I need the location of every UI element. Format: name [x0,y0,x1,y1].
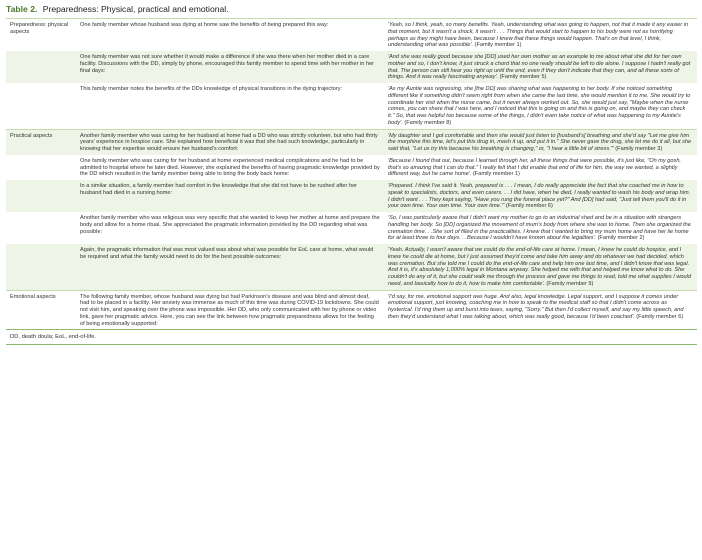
quote-reference: (Family member 9) [546,280,594,287]
aspect-cell [6,180,76,212]
quote-cell [384,19,697,52]
quote-text: 'I'd say, for me, emotional support was huge. And also, legal knowledge. Legal support, and I suppose it comes under emotional support, just knowing, coaching me in how to speak to the medical staff so that I didn't come across as hysterical. I'd ring them up and burst into tears, saying, "Sorry." But then I'd collect myself, and say my little speech, and then they'd understand what I was talking about, which was really good, because I'd been coached'. [388,293,684,320]
description-cell: Again, the pragmatic information that was most valued was about what was possible for EoL care at home, what would be required and what the family would need to do for the best possible outcomes: [76,244,384,290]
table-caption [6,4,696,18]
quote-reference: (Family member 6) [636,313,684,320]
description-cell: One family member who was caring for her husband at home experienced medical complications and he had to be admitted to hospital where he later died. However, she explained the benefits of having pragmatic knowledge provided by the DD which resulted in the family member being able to bring the body back home: [80,157,380,178]
aspect-cell: Emotional aspects [6,290,76,329]
aspect-cell: Preparedness: physical aspects [6,19,76,52]
table-row [6,155,697,180]
quote-text: 'Yeah, so I think, yeah, so many benefits. Yeah, understanding what was going to happen, not that it made it any easier in that moment, but it wasn't a shock, it wasn't . . . Things that would start to happen to his body were not as horrifying perhaps as they might have been, because I knew that these things would happen. That's on that level, I think, understanding what was possible'. [388,22,689,49]
aspect-cell [6,155,76,180]
quote-cell [384,290,697,329]
table-row [6,19,697,52]
table-row [6,290,697,329]
table-row [6,212,697,244]
quote-reference: (Family member 1) [472,171,520,178]
table-title: Preparedness: Physical, practical and emotional. [42,4,229,14]
aspect-cell [6,212,76,244]
table-row [6,244,697,290]
description-cell: One family member whose husband was dying at home saw the benefits of being prepared this way: [76,19,384,52]
quote-text: 'My daughter and I got comfortable and then she would just listen to [husband's] breathing and she'd say "Let me give him the morphine this time, let's put this drug in, mash it up, and put it in." She never gave the drug, she let me do it all, but she said that, "Let us try this because his breathing is changing," or, "I hear a little bit of stress."' [388,132,692,152]
aspect-cell [6,83,76,129]
table-row [6,83,697,129]
quote-reference: (Family member 6) [505,203,553,210]
quote-text: 'Prepared. I think I've said it. Yeah, prepared is . . . I mean, I do really appreciate the fact that she coached me in how to speak to specialists, doctors, and even carers. . . I did have, when he died, I really wanted to wash his body and wrap him. I didn't want . . . They kept saying, "Have you rung the funeral place yet?" And [DD] had said, "Just tell them you'll do it in your own time. Your own time. Your own time."' [388,183,691,210]
quote-cell [384,83,697,129]
description-cell: The following family member, whose husband was dying but had Parkinson's disease and was blind and almost deaf, had to be placed in a facility. Her anxiety was immense as much of this time was during COVID-19 lockdowns. She could not visit him, and speaking over the phone was impossible. Her DD, who only communicated with her by phone or video link, gave her pragmatic advice. Here, you can see the link between how pragmatic preparedness allows for the feeling of being emotionally supported: [76,290,384,329]
quote-cell [384,129,697,155]
preparedness-table [6,18,697,329]
table-row [6,129,697,155]
aspect-cell [6,51,76,83]
aspect-cell [6,244,76,290]
table-row [6,180,697,212]
quote-text: 'So, I was particularly aware that I didn't want my mother to go to an industrial shed and be in a situation with strangers handling her body. So [DD] organized the movement of mum's body from where she was to home. Then she organized the cremation time. . .She sort of filled in the practicalities. I knew that I wanted to bring my mum home and have her lie home for at least three to four days. . .Because I wouldn't have known about the legalities'. [388,215,691,242]
table-row [6,51,697,83]
quote-cell [384,180,697,212]
quote-reference: (Family member 5) [499,74,547,81]
quote-reference: (Family member 3) [615,146,663,152]
quote-reference: (Family member 8) [404,119,452,126]
description-cell: One family member was not sure whether it would make a difference if she was there when her mother died in a care facility. Discussions with the DD, simply by phone, encouraged this family member to spend time with her mother in her final days: [76,51,384,83]
quote-text: 'Yeah. Actually, I wasn't aware that we could do the end-of-life care at home. I mean, I knew he could do hospice, and I knew he could die at home, but I just assumed they'd come and take him away and do whatever we had decided, which was cremation. But she told me I could do the end-of-life care and help him one last time, and I didn't know that was legal. And it is, it's absolutely 1,000% legal in Montana anyway. She helped me with that and helped me know what to do. She couldn't do any of it, but she could walk me through the process and gave me things to read, told me what supplies I would need, and basically how to do it, how to make him comfortable'. [388,247,691,287]
aspect-cell: Practical aspects [6,129,76,155]
quote-text: 'As my Auntie was regressing, she [the DD] was sharing what was happening to her body. If she noticed something different like if something didn't seem right from when she came the last time, she would mention it to me. She would try to coordinate her visit when the nurse came, but it never always worked out. So, she would just say, "Maybe when the nurse comes, you can share that I was here, and I noticed that this is going on and this is going on, and maybe they can check it." So, that was helpful too because some of the things, I didn't even take notice of what was happening to my Auntie's body'. [388,86,691,126]
quote-text: 'And she was really good because she [DD] used her own mother as an example to me about what she did for her own mother and so, I don't know, it just struck a chord that no one really should be left to die alone. I suppose I hadn't really got that. The person can still hear you right up until the end, even if they don't indicate that they can, and all these sorts of things. And it was really fascinating anyway'. [388,54,691,81]
description-cell: Another family member who was caring for her husband at home had a DD who was strictly volunteer, but who had thirty years' experience in hospice care. She explained how beneficial it was that she had such knowledge, particularly in knowing that her expertise would ensure her husband's comfort: [76,129,384,155]
quote-cell [384,244,697,290]
quote-cell [384,155,697,180]
quote-text: 'Because I found that out, because I learned through her, all these things that were possible, it's just like, "Oh my gosh, that's so amazing that I can do that." I really felt that I did enable that end of life for him, the way we wanted, a slightly different way, but he came home'. [388,157,681,178]
description-cell: In a similar situation, a family member had comfort in the knowledge that she did not have to be rushed after her husband had died in a nursing home: [76,180,384,212]
quote-cell [384,212,697,244]
quote-reference: (Family member 1) [474,42,522,49]
table-footnote: DD, death doula; EoL, end-of-life. [6,329,697,345]
quote-cell [384,51,697,83]
table-label: Table 2. [6,4,38,14]
description-cell: This family member notes the benefits of the DDs knowledge of physical transitions in the dying trajectory: [80,86,343,92]
description-cell: Another family member who was religious was very specific that she wanted to keep her mother at home and prepare the body and allow for a home ritual. She appreciated the pragmatic information provided by the DD regarding what was possible: [80,215,380,235]
quote-reference: (Family member 2) [597,235,645,242]
